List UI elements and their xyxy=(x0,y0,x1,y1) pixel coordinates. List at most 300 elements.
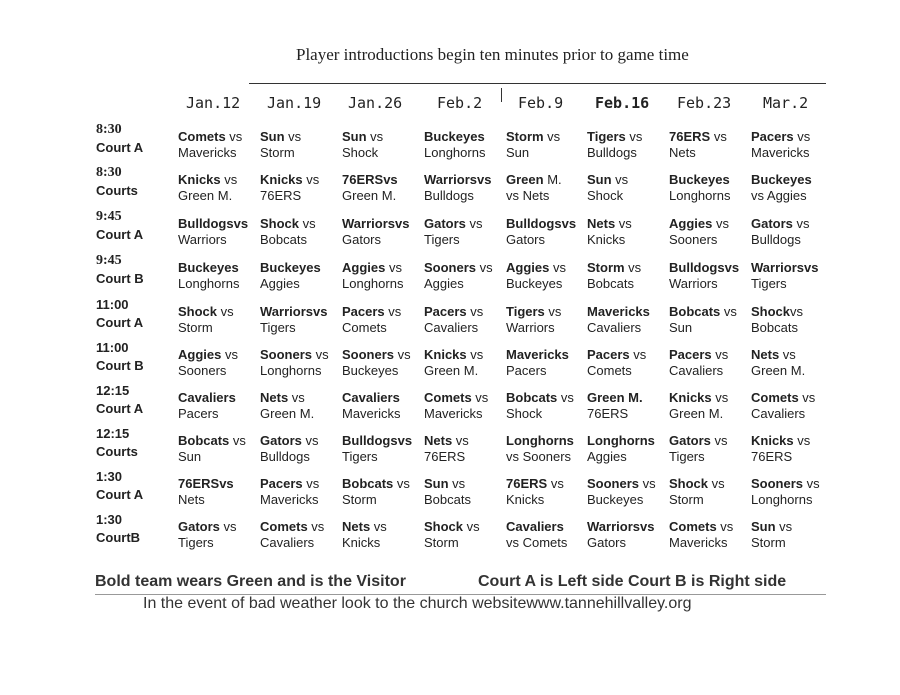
visitor-team: Knicks xyxy=(178,172,221,187)
versus-label: vs xyxy=(710,129,727,144)
game-cell xyxy=(506,347,569,379)
home-team: Buckeyes xyxy=(506,276,563,291)
visitor-team: Warriorsvs xyxy=(342,216,410,231)
home-team: Green M. xyxy=(342,188,397,203)
versus-label: vs xyxy=(557,390,574,405)
game-cell xyxy=(178,519,237,551)
intro-note: Player introductions begin ten minutes prior to game time xyxy=(296,45,689,64)
home-team: Storm xyxy=(260,145,295,160)
slot-court: Court A xyxy=(96,401,144,416)
slot-court: Court A xyxy=(96,140,144,155)
game-cell xyxy=(669,129,727,161)
home-team: Mavericks xyxy=(669,535,728,550)
versus-label: vs xyxy=(711,347,729,362)
date-header: Feb.2 xyxy=(437,94,483,112)
date-header: Jan.19 xyxy=(267,94,322,112)
slot-time: 1:30 xyxy=(96,512,123,527)
home-team: Sun xyxy=(506,145,530,160)
slot-time: 9:45 xyxy=(96,209,122,224)
game-cell xyxy=(260,347,329,379)
home-team: Bulldogs xyxy=(751,232,801,247)
versus-label: vs xyxy=(463,519,480,534)
header-tick-mark xyxy=(501,88,502,102)
visitor-team: Longhorns xyxy=(587,433,655,448)
home-team: vs Sooners xyxy=(506,449,572,464)
game-cell xyxy=(178,216,248,248)
versus-label: vs xyxy=(711,390,729,405)
game-cell xyxy=(751,347,805,379)
versus-label: vs xyxy=(366,129,384,144)
game-cell xyxy=(178,304,234,336)
versus-label: vs xyxy=(798,390,816,405)
visitor-team: Bulldogsvs xyxy=(669,260,740,275)
home-team: Cavaliers xyxy=(424,320,479,335)
versus-label: vs xyxy=(221,347,238,362)
versus-label: vs xyxy=(466,304,484,319)
versus-label: vs xyxy=(720,304,737,319)
game-cell xyxy=(260,260,321,292)
versus-label: vs xyxy=(625,129,643,144)
visitor-team: Nets xyxy=(260,390,289,405)
game-cell xyxy=(669,304,737,336)
visitor-team: Comets xyxy=(260,519,308,534)
home-team: Mavericks xyxy=(751,145,810,160)
versus-label: vs xyxy=(639,476,656,491)
visitor-team: Longhorns xyxy=(506,433,574,448)
game-cell xyxy=(342,304,401,336)
game-cell xyxy=(587,347,646,379)
visitor-team: Pacers xyxy=(669,347,712,362)
visitor-team: Storm xyxy=(506,129,544,144)
home-team: Pacers xyxy=(506,363,547,378)
slot-time: 8:30 xyxy=(96,122,122,137)
game-cell xyxy=(587,129,642,161)
game-cell xyxy=(506,304,561,336)
home-team: Longhorns xyxy=(669,188,731,203)
game-cell xyxy=(587,519,654,551)
game-cell xyxy=(751,390,815,422)
home-team: Tigers xyxy=(260,320,296,335)
home-team: Knicks xyxy=(506,492,545,507)
versus-label: vs xyxy=(712,216,729,231)
visitor-team: Nets xyxy=(342,519,371,534)
game-cell xyxy=(587,390,643,422)
game-cell xyxy=(587,433,655,465)
home-team: Sooners xyxy=(178,363,227,378)
visitor-team: Bobcats xyxy=(506,390,558,405)
visitor-team: Sun xyxy=(587,172,612,187)
date-header: Feb.16 xyxy=(595,94,650,112)
game-cell xyxy=(424,390,488,422)
visitor-team: Bulldogsvs xyxy=(506,216,577,231)
versus-label: vs xyxy=(549,260,566,275)
visitor-team: Warriorsvs xyxy=(260,304,328,319)
game-cell xyxy=(424,172,491,204)
home-team: Longhorns xyxy=(751,492,813,507)
game-cell xyxy=(260,519,324,551)
visitor-team: Aggies xyxy=(669,216,713,231)
visitor-team: Sooners xyxy=(587,476,640,491)
slot-court: Court B xyxy=(96,271,144,286)
versus-label: vs xyxy=(708,476,725,491)
visitor-team: Pacers xyxy=(342,304,385,319)
home-team: Aggies xyxy=(587,449,627,464)
versus-label: vs xyxy=(302,172,320,187)
home-team: Bulldogs xyxy=(424,188,474,203)
home-team: 76ERS xyxy=(260,188,302,203)
versus-label: vs xyxy=(302,476,320,491)
game-cell xyxy=(506,260,566,292)
game-cell xyxy=(342,260,403,292)
game-cell xyxy=(260,390,314,422)
visitor-team: Storm xyxy=(587,260,625,275)
versus-label: vs xyxy=(217,304,234,319)
game-cell xyxy=(424,433,469,465)
visitor-team: Green M. xyxy=(587,390,643,405)
versus-label: vs xyxy=(448,476,466,491)
visitor-team: Bobcats xyxy=(178,433,230,448)
home-team: Shock xyxy=(506,406,543,421)
visitor-team: Knicks xyxy=(669,390,712,405)
visitor-team: Sun xyxy=(751,519,776,534)
visitor-team: Sun xyxy=(342,129,367,144)
visitor-team: Sooners xyxy=(424,260,477,275)
visitor-team: Green xyxy=(506,172,544,187)
game-cell xyxy=(342,347,411,379)
game-cell xyxy=(342,216,409,248)
visitor-team: Pacers xyxy=(424,304,467,319)
versus-label: vs xyxy=(790,304,804,319)
game-cell xyxy=(178,347,238,379)
versus-label: vs xyxy=(465,216,483,231)
game-cell xyxy=(178,433,246,465)
visitor-team: Warriorsvs xyxy=(424,172,492,187)
home-team: Tigers xyxy=(342,449,378,464)
visitor-team: Comets xyxy=(424,390,472,405)
home-team: Longhorns xyxy=(342,276,404,291)
versus-label: vs xyxy=(384,304,402,319)
visitor-team: Cavaliers xyxy=(342,390,400,405)
game-cell xyxy=(178,129,242,161)
visitor-team: Bulldogsvs xyxy=(342,433,413,448)
versus-label: vs xyxy=(629,347,647,362)
slot-time: 11:00 xyxy=(96,340,129,355)
home-team: Cavaliers xyxy=(260,535,315,550)
visitor-team: Cavaliers xyxy=(506,519,564,534)
slot-court: CourtB xyxy=(96,530,141,545)
home-team: Storm xyxy=(424,535,459,550)
visitor-team: Sooners xyxy=(342,347,395,362)
visitor-team: Tigers xyxy=(587,129,626,144)
visitor-team: Gators xyxy=(178,519,220,534)
game-cell xyxy=(587,216,632,248)
home-team: Green M. xyxy=(751,363,806,378)
visitor-team: Mavericks xyxy=(506,347,569,362)
home-team: Comets xyxy=(587,363,632,378)
home-team: Warriors xyxy=(178,232,227,247)
visitor-team: Sooners xyxy=(260,347,313,362)
game-cell xyxy=(260,476,319,508)
slot-time: 9:45 xyxy=(96,253,122,268)
visitor-team: Aggies xyxy=(178,347,222,362)
visitor-team: Bobcats xyxy=(342,476,394,491)
versus-label: vs xyxy=(710,433,728,448)
home-team: Green M. xyxy=(178,188,233,203)
visitor-team: Buckeyes xyxy=(424,129,485,144)
visitor-team: Gators xyxy=(424,216,466,231)
versus-label: vs xyxy=(312,347,329,362)
slot-court: Court B xyxy=(96,358,144,373)
game-cell xyxy=(260,433,319,465)
game-cell xyxy=(751,476,820,508)
home-team: Bulldogs xyxy=(587,145,637,160)
home-team: Cavaliers xyxy=(587,320,642,335)
game-cell xyxy=(342,476,410,508)
home-team: Bulldogs xyxy=(260,449,310,464)
visitor-team: Shock xyxy=(669,476,709,491)
visitor-team: Aggies xyxy=(342,260,386,275)
visitor-team: Warriorsvs xyxy=(751,260,819,275)
game-cell xyxy=(751,519,792,551)
visitor-team: Comets xyxy=(669,519,717,534)
home-team: Bobcats xyxy=(587,276,634,291)
home-team: Sun xyxy=(178,449,202,464)
home-team: Tigers xyxy=(751,276,787,291)
home-team: Tigers xyxy=(178,535,214,550)
visitor-team: Buckeyes xyxy=(178,260,239,275)
home-team: Nets xyxy=(178,492,205,507)
weather-note-text: In the event of bad weather look to the church website xyxy=(143,595,527,612)
visitor-team: Buckeyes xyxy=(751,172,812,187)
game-cell xyxy=(178,476,234,508)
game-cell xyxy=(424,129,485,161)
versus-label: vs xyxy=(452,433,469,448)
versus-label: vs xyxy=(220,172,238,187)
game-cell xyxy=(506,129,560,161)
home-team: Storm xyxy=(669,492,704,507)
weather-note xyxy=(143,595,691,613)
home-team: Warriors xyxy=(506,320,555,335)
home-team: Mavericks xyxy=(342,406,401,421)
home-team: Warriors xyxy=(669,276,718,291)
game-cell xyxy=(342,519,387,551)
game-cell xyxy=(751,260,818,292)
visitor-team: Knicks xyxy=(751,433,794,448)
home-team: Knicks xyxy=(342,535,381,550)
home-team: Cavaliers xyxy=(751,406,806,421)
home-team: Gators xyxy=(506,232,546,247)
visitor-team: Knicks xyxy=(260,172,303,187)
home-team: 76ERS xyxy=(424,449,466,464)
game-cell xyxy=(751,304,803,336)
game-cell xyxy=(587,304,650,336)
versus-label: vs xyxy=(225,129,243,144)
versus-label: vs xyxy=(792,216,810,231)
visitor-team: Sooners xyxy=(751,476,804,491)
game-cell xyxy=(506,172,562,204)
game-cell xyxy=(506,519,567,551)
game-cell xyxy=(587,172,628,204)
versus-label: vs xyxy=(466,347,484,362)
versus-label: vs xyxy=(615,216,632,231)
visitor-team: 76ERSvs xyxy=(342,172,398,187)
home-team: Storm xyxy=(342,492,377,507)
versus-label: vs xyxy=(476,260,493,275)
home-team: vs Comets xyxy=(506,535,568,550)
visitor-team: Sun xyxy=(260,129,285,144)
visitor-team: Pacers xyxy=(260,476,303,491)
legend-court-note: Court A is Left side Court B is Right side xyxy=(478,573,787,590)
visitor-team: 76ERS xyxy=(669,129,711,144)
visitor-team: Pacers xyxy=(751,129,794,144)
game-cell xyxy=(424,519,480,551)
game-cell xyxy=(669,172,730,204)
visitor-team: Shock xyxy=(751,304,791,319)
game-cell xyxy=(669,519,733,551)
home-team: Mavericks xyxy=(424,406,483,421)
visitor-team: Comets xyxy=(178,129,226,144)
versus-label: vs xyxy=(779,347,796,362)
header-rule xyxy=(249,83,826,84)
date-header: Feb.9 xyxy=(518,94,564,112)
home-team: vs Aggies xyxy=(751,188,807,203)
home-team: Storm xyxy=(751,535,786,550)
game-cell xyxy=(424,260,493,292)
versus-label: vs xyxy=(299,216,316,231)
versus-label: vs xyxy=(394,347,411,362)
slot-time: 8:30 xyxy=(96,165,122,180)
game-cell xyxy=(506,390,574,422)
versus-label: vs xyxy=(229,433,246,448)
versus-label: vs xyxy=(307,519,325,534)
home-team: 76ERS xyxy=(751,449,793,464)
visitor-team: Shock xyxy=(424,519,464,534)
versus-label: vs xyxy=(471,390,489,405)
game-cell xyxy=(669,390,728,422)
visitor-team: Gators xyxy=(260,433,302,448)
game-cell xyxy=(178,260,239,292)
game-cell xyxy=(424,476,471,508)
slot-court: Court A xyxy=(96,487,144,502)
home-team: Cavaliers xyxy=(669,363,724,378)
versus-label: vs xyxy=(544,304,562,319)
game-cell xyxy=(260,172,319,204)
slot-court: Court A xyxy=(96,227,144,242)
visitor-team: Shock xyxy=(260,216,300,231)
versus-label: vs xyxy=(385,260,402,275)
game-cell xyxy=(669,260,739,292)
home-team: Mavericks xyxy=(260,492,319,507)
home-team: Bobcats xyxy=(424,492,471,507)
home-team: Longhorns xyxy=(178,276,240,291)
home-team: Sun xyxy=(669,320,693,335)
visitor-team: Bulldogsvs xyxy=(178,216,249,231)
home-team: Green M. xyxy=(424,363,479,378)
visitor-team: Gators xyxy=(669,433,711,448)
game-cell xyxy=(342,129,383,161)
game-cell xyxy=(260,304,327,336)
church-website-link[interactable]: www.tannehillvalley.org xyxy=(526,595,692,612)
game-cell xyxy=(178,172,237,204)
game-cell xyxy=(669,476,725,508)
versus-label: vs xyxy=(624,260,642,275)
slot-court: Courts xyxy=(96,183,138,198)
game-cell xyxy=(260,216,316,248)
versus-label: vs xyxy=(803,476,820,491)
home-team: Gators xyxy=(587,535,627,550)
game-cell xyxy=(342,390,401,422)
home-team: Longhorns xyxy=(424,145,486,160)
slot-time: 12:15 xyxy=(96,426,130,441)
home-team: Pacers xyxy=(178,406,219,421)
home-team: 76ERS xyxy=(587,406,629,421)
versus-label: vs xyxy=(393,476,410,491)
visitor-team: Cavaliers xyxy=(178,390,236,405)
home-team: Storm xyxy=(178,320,213,335)
versus-label: vs xyxy=(793,129,811,144)
date-header: Jan.26 xyxy=(348,94,403,112)
home-team: Green M. xyxy=(669,406,724,421)
home-team: Bobcats xyxy=(751,320,798,335)
slot-time: 1:30 xyxy=(96,469,123,484)
visitor-team: Gators xyxy=(751,216,793,231)
visitor-team: Warriorsvs xyxy=(587,519,655,534)
visitor-team: Nets xyxy=(751,347,780,362)
home-team: Nets xyxy=(669,145,696,160)
date-header: Feb.23 xyxy=(677,94,732,112)
home-team: Bobcats xyxy=(260,232,307,247)
game-cell xyxy=(342,172,398,204)
game-cell xyxy=(342,433,412,465)
home-team: Tigers xyxy=(424,232,460,247)
visitor-team: Nets xyxy=(587,216,616,231)
versus-label: vs xyxy=(284,129,302,144)
visitor-team: Buckeyes xyxy=(669,172,730,187)
game-cell xyxy=(424,216,483,248)
versus-label: vs xyxy=(301,433,319,448)
versus-label: M. xyxy=(543,172,562,187)
game-cell xyxy=(506,476,564,508)
visitor-team: Comets xyxy=(751,390,799,405)
home-team: Aggies xyxy=(260,276,300,291)
date-header: Jan.12 xyxy=(186,94,241,112)
visitor-team: Mavericks xyxy=(587,304,650,319)
game-cell xyxy=(751,216,810,248)
versus-label: vs xyxy=(219,519,237,534)
versus-label: vs xyxy=(547,476,564,491)
home-team: Comets xyxy=(342,320,387,335)
game-cell xyxy=(669,433,728,465)
slot-court: Court A xyxy=(96,315,144,330)
game-cell xyxy=(587,476,656,508)
game-cell xyxy=(669,216,729,248)
game-cell xyxy=(587,260,641,292)
versus-label: vs xyxy=(611,172,629,187)
visitor-team: Nets xyxy=(424,433,453,448)
versus-label: vs xyxy=(370,519,387,534)
visitor-team: Shock xyxy=(178,304,218,319)
home-team: Gators xyxy=(342,232,382,247)
versus-label: vs xyxy=(288,390,305,405)
versus-label: vs xyxy=(716,519,734,534)
home-team: Buckeyes xyxy=(342,363,399,378)
versus-label: vs xyxy=(793,433,811,448)
game-cell xyxy=(751,129,810,161)
legend-visitor-note: Bold team wears Green and is the Visitor xyxy=(95,573,406,590)
visitor-team: Aggies xyxy=(506,260,550,275)
game-cell xyxy=(506,433,574,465)
home-team: Tigers xyxy=(669,449,705,464)
